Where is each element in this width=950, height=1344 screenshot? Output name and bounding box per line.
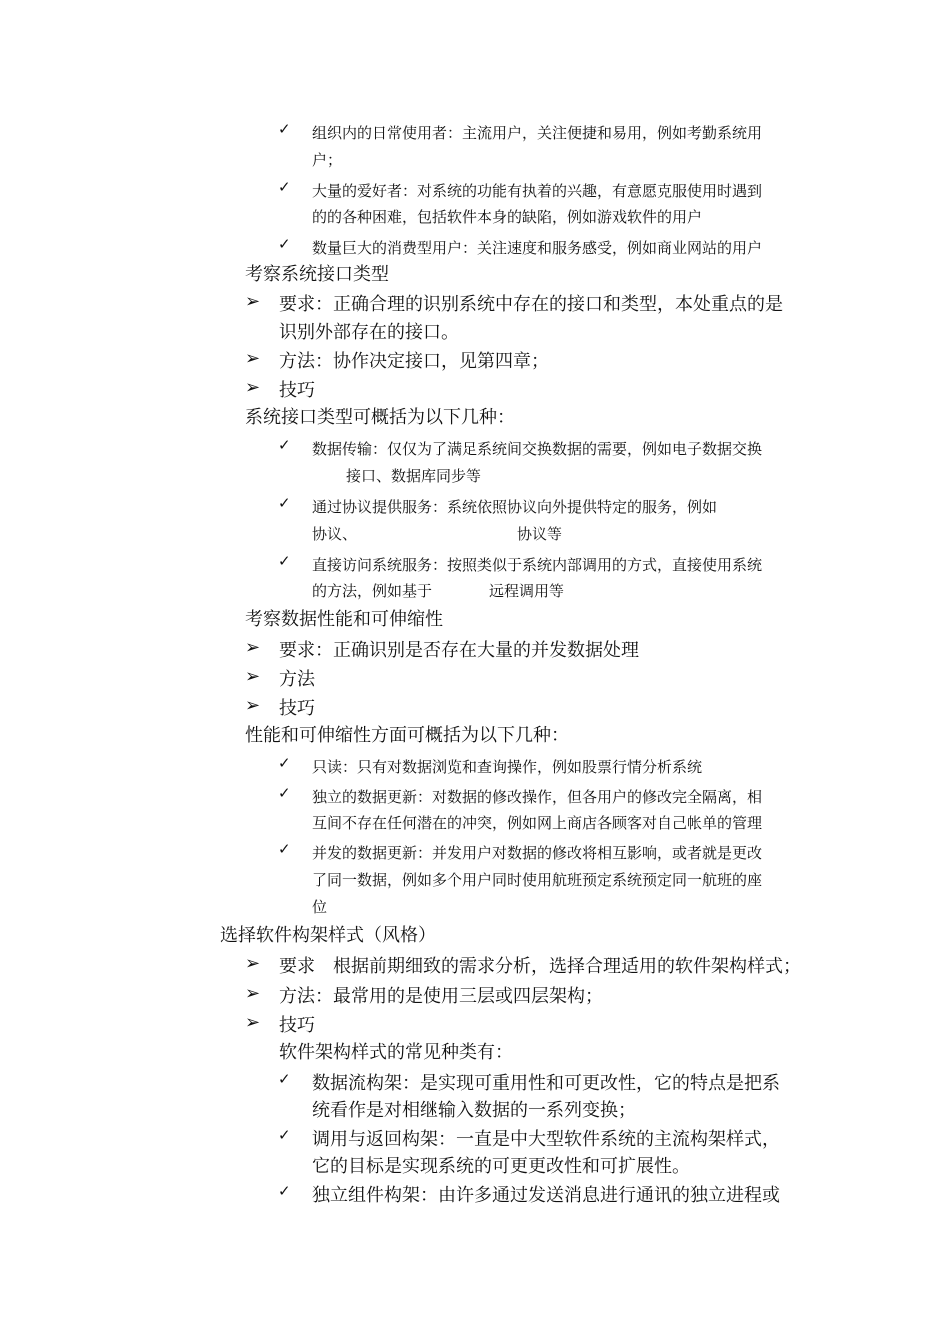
arrow-bullet-icon: ➢ (245, 377, 261, 398)
arrow-bullet-icon: ➢ (245, 953, 261, 974)
user-type-enthusiast-line1: 大量的爱好者：对系统的功能有执着的兴趣，有意愿克服使用时遇到 (312, 182, 763, 200)
architecture-requirement: 要求 根据前期细致的需求分析，选择合理适用的软件架构样式； (279, 956, 801, 977)
performance-readonly-line1: 只读：只有对数据浏览和查询操作，例如股票行情分析系统 (312, 758, 703, 776)
user-type-daily-line2: 户； (312, 151, 343, 169)
section-heading-architecture-style: 选择软件构架样式（风格） (220, 925, 436, 946)
performance-requirement: 要求：正确识别是否存在大量的并发数据处理 (279, 640, 639, 661)
arrow-bullet-icon: ➢ (245, 666, 261, 687)
performance-concurrent-line2: 了同一数据，例如多个用户同时使用航班预定系统预定同一航班的座 (312, 871, 763, 889)
performance-concurrent-line3: 位 (312, 898, 328, 916)
check-icon: ✓ (278, 840, 291, 858)
user-type-enthusiast-line2: 的的各种困难，包括软件本身的缺陷，例如游戏软件的用户 (312, 208, 703, 226)
interface-data-transfer-line2: 接口、数据库同步等 (346, 467, 482, 485)
check-icon: ✓ (278, 178, 291, 196)
architecture-dataflow-line2: 统看作是对相继输入数据的一系列变换； (312, 1100, 636, 1121)
architecture-dataflow-line1: 数据流构架：是实现可重用性和可更改性，它的特点是把系 (312, 1073, 780, 1094)
architecture-summary: 软件架构样式的常见种类有： (279, 1042, 513, 1063)
interfaces-method: 方法：协作决定接口，见第四章； (279, 351, 549, 372)
check-icon: ✓ (278, 436, 291, 454)
check-icon: ✓ (278, 552, 291, 570)
arrow-bullet-icon: ➢ (245, 637, 261, 658)
interface-protocol-line2b: 协议等 (517, 525, 563, 543)
arrow-bullet-icon: ➢ (245, 983, 261, 1004)
check-icon: ✓ (278, 1182, 291, 1200)
user-type-daily-line1: 组织内的日常使用者：主流用户，关注便捷和易用，例如考勤系统用 (312, 124, 763, 142)
arrow-bullet-icon: ➢ (245, 348, 261, 369)
check-icon: ✓ (278, 1070, 291, 1088)
interfaces-requirement-line2: 识别外部存在的接口。 (279, 322, 459, 343)
interface-direct-access-line2b: 远程调用等 (489, 582, 565, 600)
performance-method: 方法 (279, 669, 315, 690)
performance-summary: 性能和可伸缩性方面可概括为以下几种： (245, 725, 569, 746)
check-icon: ✓ (278, 784, 291, 802)
interfaces-requirement-line1: 要求：正确合理的识别系统中存在的接口和类型，本处重点的是 (279, 294, 783, 315)
performance-concurrent-line1: 并发的数据更新：并发用户对数据的修改将相互影响，或者就是更改 (312, 844, 763, 862)
architecture-call-return-line1: 调用与返回构架：一直是中大型软件系统的主流构架样式， (312, 1129, 780, 1150)
check-icon: ✓ (278, 120, 291, 138)
section-heading-performance: 考察数据性能和可伸缩性 (245, 609, 443, 630)
architecture-tips: 技巧 (279, 1015, 315, 1036)
check-icon: ✓ (278, 1126, 291, 1144)
interfaces-summary: 系统接口类型可概括为以下几种： (245, 407, 515, 428)
check-icon: ✓ (278, 494, 291, 512)
check-icon: ✓ (278, 235, 291, 253)
architecture-independent-component-line1: 独立组件构架：由许多通过发送消息进行通讯的独立进程或 (312, 1185, 780, 1206)
interfaces-tips: 技巧 (279, 380, 315, 401)
arrow-bullet-icon: ➢ (245, 291, 261, 312)
performance-independent-line2: 互间不存在任何潜在的冲突，例如网上商店各顾客对自己帐单的管理 (312, 814, 763, 832)
interface-protocol-line1: 通过协议提供服务：系统依照协议向外提供特定的服务，例如 (312, 498, 718, 516)
arrow-bullet-icon: ➢ (245, 695, 261, 716)
interface-direct-access-line1: 直接访问系统服务：按照类似于系统内部调用的方式，直接使用系统 (312, 556, 763, 574)
section-heading-interfaces: 考察系统接口类型 (245, 264, 389, 285)
architecture-method: 方法：最常用的是使用三层或四层架构； (279, 986, 603, 1007)
interface-direct-access-line2a: 的方法，例如基于 (312, 582, 433, 600)
interface-protocol-line2a: 协议、 (312, 525, 358, 543)
performance-independent-line1: 独立的数据更新：对数据的修改操作，但各用户的修改完全隔离，相 (312, 788, 763, 806)
check-icon: ✓ (278, 754, 291, 772)
user-type-consumer-line1: 数量巨大的消费型用户：关注速度和服务感受，例如商业网站的用户 (312, 239, 763, 257)
arrow-bullet-icon: ➢ (245, 1012, 261, 1033)
architecture-call-return-line2: 它的目标是实现系统的可更更改性和可扩展性。 (312, 1156, 690, 1177)
performance-tips: 技巧 (279, 698, 315, 719)
interface-data-transfer-line1: 数据传输：仅仅为了满足系统间交换数据的需要，例如电子数据交换 (312, 440, 763, 458)
